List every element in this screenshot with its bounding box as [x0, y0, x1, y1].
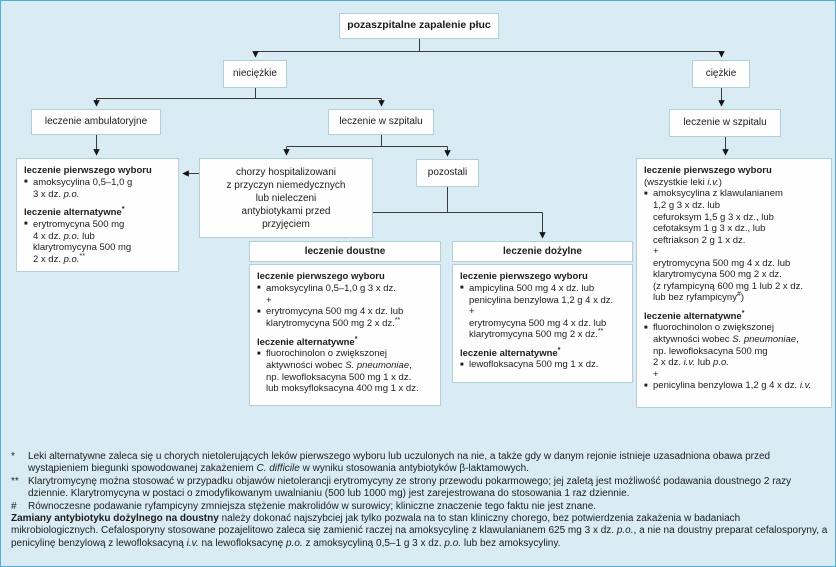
node-hospital-severe-label: leczenie w szpitalu — [683, 117, 767, 129]
root-label: pozaszpitalne zapalenie płuc — [347, 19, 491, 32]
node-hospital-mild — [328, 109, 434, 135]
box-ambulatory-treatment: leczenie pierwszego wyboru ■ amoksycylina 0,5–1,0 g 3 x dz. p.o. leczenie alternatywne* ■ erytromycyna 500 mg 4 x dz. p.o. lub klarytromycyna 500 mg 2 x dz. p.o.** — [16, 158, 179, 272]
node-ambulatory — [31, 109, 161, 135]
box-oral-treatment: leczenie pierwszego wyboru ■ amoksycylina 0,5–1,0 g 3 x dz. + ■ erytromycyna 500 mg 4 x dz. lub klarytromycyna 500 mg 2 x dz.** leczenie alternatywne* ■ fluorochinolon o zwiększonej aktywności wobec S. pneumoniae, np. lewofloksacyna 500 mg 1 x dz. lub moksyfloksacyna 400 mg 1 x dz. — [249, 264, 441, 406]
box-iv-treatment: leczenie pierwszego wyboru ■ ampicylina 500 mg 4 x dz. lub penicylina benzylowa 1,2 g 4 x dz. + erytromycyna 500 mg 4 x dz. lub klarytromycyna 500 mg 2 x dz.** leczenie alternatywne* ■ lewofloksacyna 500 mg 1 x dz. — [452, 264, 633, 383]
node-severe-label: ciężkie — [705, 68, 737, 80]
node-severe — [692, 60, 750, 88]
header-oral-treatment-label: leczenie doustne — [304, 246, 386, 257]
header-oral-treatment — [249, 241, 441, 262]
node-hospital-severe — [669, 109, 781, 137]
box-severe-treatment: leczenie pierwszego wyboru (wszystkie leki i.v.) ■ amoksycylina z klawulanianem 1,2 g 3 x dz. lub cefuroksym 1,5 g 3 x dz., lub cefotaksym 1 g 3 x dz., lub ceftriakson 2 g 1 x dz. + erytromycyna 500 mg 4 x dz. lub klarytromycyna 500 mg 2 x dz. (z ryfampicyną 600 mg 1 lub 2 x dz. lub bez ryfampicyny#) leczenie alternatywne* ■ fluorochinolon o zwiększonej aktywności wobec S. pneumoniae, np. lewofloksacyna 500 mg 2 x dz. i.v. lub p.o. + ■ penicylina benzylowa 1,2 g 4 x dz. i.v. — [636, 158, 832, 408]
node-ambulatory-label: leczenie ambulatoryjne — [44, 116, 148, 128]
node-others-label: pozostali — [427, 167, 468, 179]
root-node — [339, 13, 499, 39]
header-iv-treatment — [452, 241, 633, 262]
footnotes: * Leki alternatywne zaleca się u chorych nietolerujących leków pierwszego wyboru lub uczulonych na nie, a także gdy w danym rejonie istnieje uzasadniona obawa przed wystąpieniem biegunki spowodowanej zakażeniem C. difficile w wyniku stosowania antybiotyków β-laktamowych. ** Klarytromycynę można stosować w przypadku objawów nietolerancji erytromycyny ze strony przewodu pokarmowego; jej zaletą jest możliwość podawania doustnego 2 razy dziennie. Klarytromycyna w postaci o zmodyfikowanym uwalnianiu (500 lub 1000 mg) jest zarejestrowana do stosowania 1 raz dziennie. # Równoczesne podawanie ryfampicyny zmniejsza stężenie makrolidów w surowicy; kliniczne znaczenie tego faktu nie jest znane. Zamiany antybiotyku dożylnego na doustny należy dokonać najszybciej jak tylko pozwala na to stan kliniczny chorego, bez potwierdzenia zakażenia w badaniach mikrobiologicznych. Cefalosporyny stosowane pozajelitowo zaleca się zamienić raczej na amoksycylinę z klawulanianem 625 mg 3 x dz. p.o., a nie na doustny preparat cefalosporyny, a penicylinę benzylową z lewofloksacyną i.v. na lewofloksacynę p.o. z amoksycyliną 0,5–1 g 3 x dz. p.o. lub bez amoksycyliny. — [11, 451, 828, 549]
node-nonsevere-label: nieciężkie — [233, 68, 277, 80]
node-others — [416, 159, 479, 187]
node-nonsevere — [223, 60, 287, 88]
header-iv-treatment-label: leczenie dożylne — [503, 246, 582, 257]
node-hospital-mild-label: leczenie w szpitalu — [339, 116, 423, 128]
box-hospitalized-nonmedical: chorzy hospitalizowani z przyczyn niemedycznych lub nieleczeni antybiotykami przed przyjęciem — [199, 158, 373, 238]
